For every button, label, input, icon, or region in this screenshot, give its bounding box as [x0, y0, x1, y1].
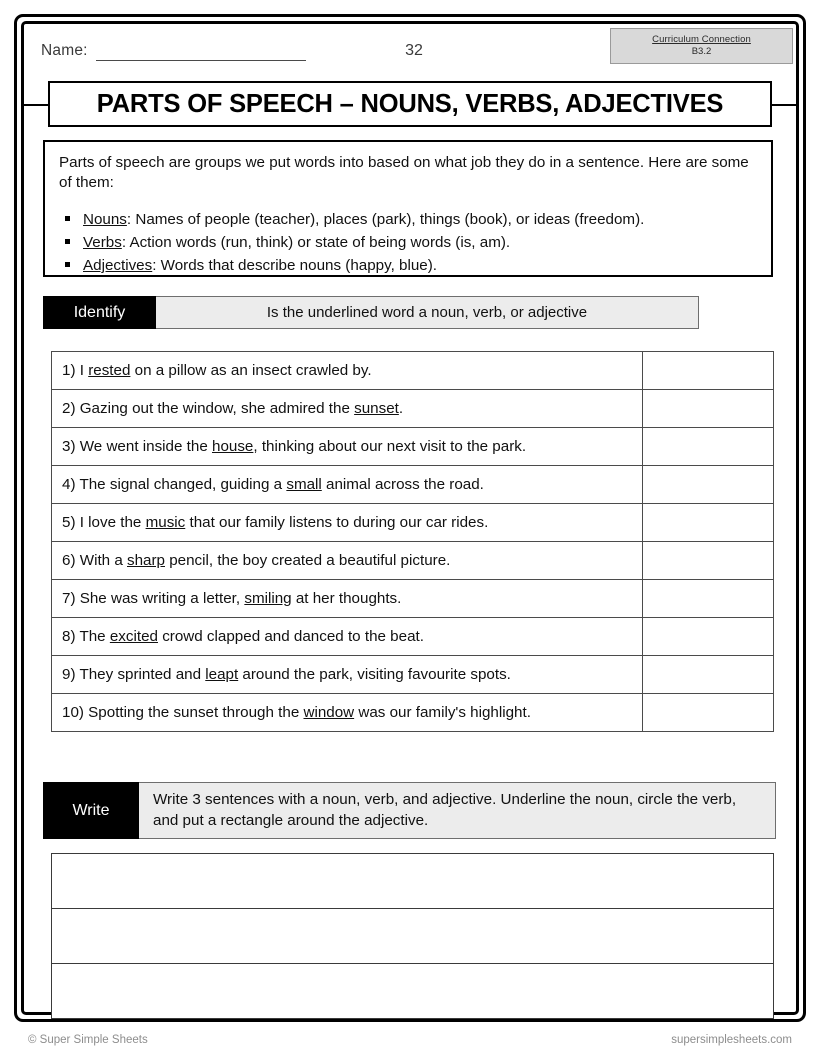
question-pre: The signal changed, guiding a [75, 476, 287, 493]
intro-box [43, 140, 773, 277]
question-pre: With a [75, 552, 127, 569]
bullet-square-icon [65, 262, 70, 267]
name-input-line[interactable] [96, 60, 306, 61]
table-row [52, 466, 774, 504]
answer-cell[interactable] [643, 618, 774, 656]
question-number: 7) [62, 590, 76, 607]
question-pre: Spotting the sunset through the [83, 704, 304, 721]
underlined-word: rested [88, 362, 131, 379]
question-post: pencil, the boy created a beautiful picture. [165, 552, 451, 569]
answer-cell[interactable] [643, 504, 774, 542]
question-cell [52, 390, 643, 428]
question-cell [52, 504, 643, 542]
answer-cell[interactable] [643, 656, 774, 694]
question-pre: We went inside the [75, 438, 212, 455]
question-cell [52, 694, 643, 732]
page-title: PARTS OF SPEECH – NOUNS, VERBS, ADJECTIVES [96, 89, 724, 118]
question-pre: The [75, 628, 110, 645]
question-number: 3) [62, 438, 76, 455]
answer-cell[interactable] [643, 542, 774, 580]
question-number: 1) [62, 362, 76, 379]
curriculum-connection-code: B3.2 [691, 46, 712, 57]
identify-section-tag: Identify [43, 296, 156, 329]
write-answer-line[interactable] [52, 854, 774, 909]
list-item [59, 232, 757, 255]
question-pre: I [75, 362, 89, 379]
question-pre: They sprinted and [75, 666, 206, 683]
worksheet-content [24, 24, 796, 1012]
table-row [52, 909, 774, 964]
intro-definition: : Action words (run, think) or state of being words (is, am). [121, 234, 511, 252]
page-footer [0, 1030, 820, 1058]
answer-cell[interactable] [643, 352, 774, 390]
footer-website[interactable]: supersimplesheets.com [671, 1034, 792, 1046]
questions-table [51, 351, 774, 732]
question-post: at her thoughts. [291, 590, 402, 607]
identify-section-bar [43, 296, 699, 329]
table-row [52, 580, 774, 618]
table-row [52, 694, 774, 732]
intro-term: Adjectives [83, 257, 153, 275]
write-section-tag: Write [43, 782, 139, 839]
intro-definition-list [59, 209, 757, 277]
question-cell [52, 428, 643, 466]
answer-cell[interactable] [643, 580, 774, 618]
table-row [52, 964, 774, 1019]
question-post: animal across the road. [321, 476, 484, 493]
intro-definition: : Words that describe nouns (happy, blue). [152, 257, 438, 275]
bullet-square-icon [65, 216, 70, 221]
underlined-word: sharp [127, 552, 165, 569]
page-number: 32 [405, 42, 423, 59]
footer-copyright: © Super Simple Sheets [28, 1034, 148, 1046]
question-number: 4) [62, 476, 76, 493]
table-row [52, 504, 774, 542]
underlined-word: house [212, 438, 254, 455]
question-post: around the park, visiting favourite spots. [238, 666, 511, 683]
identify-section-instruction: Is the underlined word a noun, verb, or adjective [156, 296, 699, 329]
list-item [59, 255, 757, 278]
title-connector-left [24, 104, 50, 106]
table-row [52, 390, 774, 428]
write-section-instruction: Write 3 sentences with a noun, verb, and adjective. Underline the noun, circle the verb, and put a rectangle around the adjective. [139, 782, 776, 839]
question-cell [52, 580, 643, 618]
question-number: 6) [62, 552, 76, 569]
title-box [48, 81, 772, 127]
table-row [52, 542, 774, 580]
question-cell [52, 352, 643, 390]
question-post: . [398, 400, 404, 417]
table-row [52, 618, 774, 656]
intro-term: Nouns [83, 211, 127, 229]
table-row [52, 656, 774, 694]
question-post: crowd clapped and danced to the beat. [157, 628, 424, 645]
write-answer-line[interactable] [52, 964, 774, 1019]
question-number: 10) [62, 704, 84, 721]
answer-cell[interactable] [643, 694, 774, 732]
intro-definition: : Names of people (teacher), places (park), things (book), or ideas (freedom). [126, 211, 645, 229]
question-post: , thinking about our next visit to the park. [253, 438, 527, 455]
question-cell [52, 466, 643, 504]
question-pre: She was writing a letter, [75, 590, 245, 607]
underlined-word: smiling [244, 590, 292, 607]
underlined-word: small [286, 476, 322, 493]
question-pre: I love the [75, 514, 146, 531]
table-row [52, 854, 774, 909]
answer-cell[interactable] [643, 428, 774, 466]
underlined-word: music [145, 514, 186, 531]
worksheet-header [24, 24, 796, 74]
title-banner [24, 81, 796, 127]
question-number: 8) [62, 628, 76, 645]
question-cell [52, 542, 643, 580]
list-item [59, 209, 757, 232]
question-post: was our family's highlight. [354, 704, 531, 721]
question-number: 9) [62, 666, 76, 683]
curriculum-connection-badge [610, 28, 793, 64]
question-pre: Gazing out the window, she admired the [75, 400, 355, 417]
question-cell [52, 656, 643, 694]
name-label: Name: [41, 42, 88, 59]
question-cell [52, 618, 643, 656]
question-post: on a pillow as an insect crawled by. [130, 362, 372, 379]
answer-cell[interactable] [643, 466, 774, 504]
underlined-word: leapt [205, 666, 239, 683]
write-section-bar [43, 782, 776, 839]
underlined-word: sunset [354, 400, 399, 417]
underlined-word: window [303, 704, 355, 721]
write-answer-box [51, 853, 774, 1019]
question-number: 2) [62, 400, 76, 417]
question-number: 5) [62, 514, 76, 531]
table-row [52, 428, 774, 466]
intro-term: Verbs [83, 234, 122, 252]
table-row [52, 352, 774, 390]
title-connector-right [770, 104, 796, 106]
curriculum-connection-title: Curriculum Connection [652, 34, 751, 46]
underlined-word: excited [109, 628, 158, 645]
write-answer-line[interactable] [52, 909, 774, 964]
intro-lead-text: Parts of speech are groups we put words into based on what job they do in a sentence. Here are some of them: [59, 154, 749, 192]
question-post: that our family listens to during our car rides. [185, 514, 489, 531]
answer-cell[interactable] [643, 390, 774, 428]
bullet-square-icon [65, 239, 70, 244]
